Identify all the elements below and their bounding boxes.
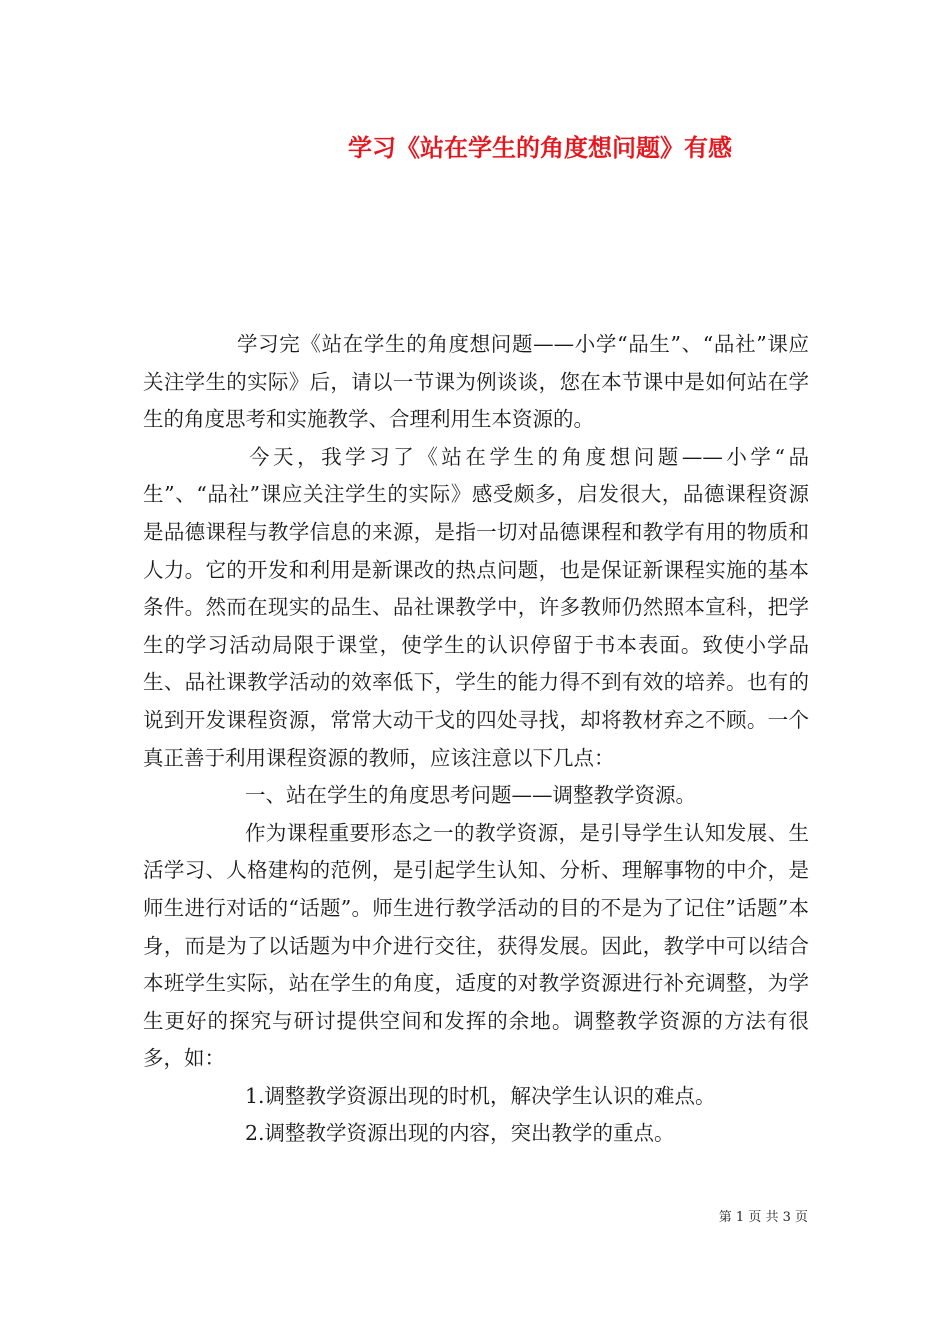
page-number-footer: 第 1 页 共 3 页 (718, 1210, 808, 1225)
section-heading-one: 一、站在学生的角度思考问题——调整教学资源。 (245, 783, 696, 808)
list-item-one: 1.调整教学资源出现的时机，解决学生认识的难点。 (245, 1083, 716, 1108)
paragraph-prompt: 学习完《站在学生的角度想问题——小学“品生”、“品社”课应关注学生的实际》后，请以一节课为例谈谈，您在本节课中是如何站在学生的角度思考和实施教学、合理利用生本资源的。 (143, 332, 809, 432)
list-item-two: 2.调整教学资源出现的内容，突出教学的重点。 (245, 1121, 675, 1146)
document-title: 学习《站在学生的角度想问题》有感 (348, 133, 732, 162)
paragraph-intro: 今天，我学习了《站在学生的角度想问题——小学“品生”、“品社”课应关注学生的实际》感受颇多，启发很大，品德课程资源是品德课程与教学信息的来源，是指一切对品德课程和教学有用的物质和人力。它的开发和利用是新课改的热点问题，也是保证新课程实施的基本条件。然而在现实的品生、品社课教学中，许多教师仍然照本宣科，把学生的学习活动局限于课堂，使学生的认识停留于书本表面。致使小学品生、品社课教学活动的效率低下，学生的能力得不到有效的培养。也有的说到开发课程资源，常常大动干戈的四处寻找，却将教材弃之不顾。一个真正善于利用课程资源的教师，应该注意以下几点： (143, 444, 809, 770)
paragraph-section-one: 作为课程重要形态之一的教学资源，是引导学生认知发展、生活学习、人格建构的范例，是引起学生认知、分析、理解事物的中介，是师生进行对话的“话题”。师生进行教学活动的目的不是为了记住”话题”本身，而是为了以话题为中介进行交往，获得发展。因此，教学中可以结合本班学生实际，站在学生的角度，适度的对教学资源进行补充调整，为学生更好的探究与研讨提供空间和发挥的余地。调整教学资源的方法有很多，如： (143, 820, 809, 1071)
document-body (143, 326, 809, 1153)
